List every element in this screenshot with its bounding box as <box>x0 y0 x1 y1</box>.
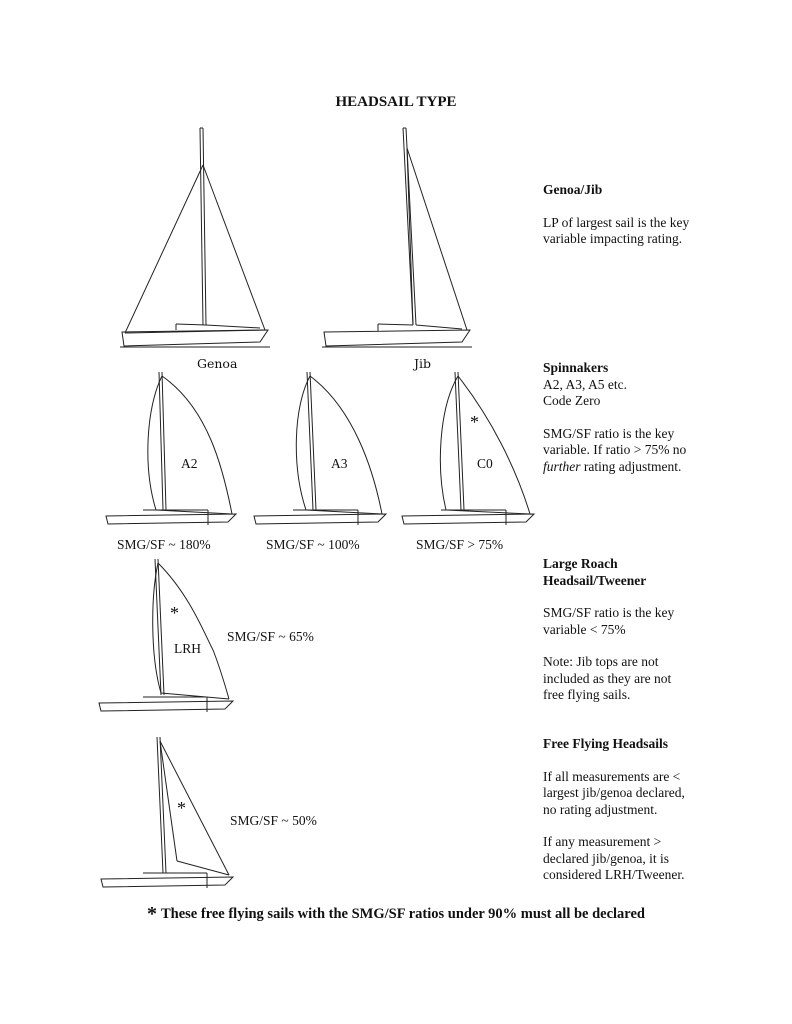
lrh-ratio: SMG/SF ~ 65% <box>227 629 314 644</box>
lrh-asterisk: * <box>170 603 179 623</box>
free-flying-text1: If all measurements are < largest jib/genoa declared, no rating adjustment. <box>543 768 685 817</box>
genoa-caption: Genoa <box>197 356 238 371</box>
a2-spinnaker-diagram <box>98 368 248 528</box>
large-roach-note: Note: Jib tops are not included as they are not free flying sails. <box>543 654 672 702</box>
free-flying-asterisk: * <box>177 798 186 818</box>
a3-tag: A3 <box>331 456 348 471</box>
a2-tag: A2 <box>181 456 198 471</box>
free-flying-heading: Free Flying Headsails <box>543 736 668 751</box>
jib-caption: Jib <box>414 356 432 371</box>
c0-tag: C0 <box>477 456 493 471</box>
genoa-diagram <box>110 120 280 355</box>
jib-diagram <box>312 120 482 355</box>
c0-ratio: SMG/SF > 75% <box>416 537 504 552</box>
genoa-jib-heading: Genoa/Jib <box>543 182 603 197</box>
free-flying-text2: If any measurement > declared jib/genoa, it is considered LRH/Tweener. <box>543 834 685 882</box>
spinnakers-line1: A2, A3, A5 etc. <box>543 376 627 392</box>
a3-ratio: SMG/SF ~ 100% <box>266 537 360 552</box>
spinnakers-section <box>543 360 773 475</box>
page-title: HEADSAIL TYPE <box>335 94 457 110</box>
spinnakers-heading: Spinnakers <box>543 360 609 375</box>
genoa-jib-section <box>543 182 773 248</box>
footnote <box>0 903 792 926</box>
free-flying-ratio: SMG/SF ~ 50% <box>230 813 317 828</box>
code-zero-diagram <box>396 368 546 528</box>
large-roach-heading: Large Roach Headsail/Tweener <box>543 556 647 588</box>
large-roach-headsail-diagram <box>95 555 245 715</box>
spinnakers-text <box>543 426 708 476</box>
a3-spinnaker-diagram <box>248 368 398 528</box>
lrh-tag: LRH <box>174 641 201 656</box>
footnote-asterisk: * <box>146 903 157 925</box>
spinnakers-text-before: SMG/SF ratio is the key variable. If ratio > 75% no <box>543 425 687 457</box>
spinnakers-text-after: rating adjustment. <box>580 458 682 474</box>
large-roach-text: SMG/SF ratio is the key variable < 75% <box>543 605 675 637</box>
free-flying-headsail-diagram <box>95 733 245 893</box>
large-roach-section <box>543 556 773 704</box>
genoa-jib-text: LP of largest sail is the key variable impacting rating. <box>543 214 690 246</box>
spinnakers-text-emphasis: further <box>543 458 581 474</box>
c0-asterisk: * <box>470 412 479 432</box>
a2-ratio: SMG/SF ~ 180% <box>117 537 211 552</box>
spinnakers-line2: Code Zero <box>543 393 601 408</box>
free-flying-section <box>543 736 773 884</box>
footnote-text: These free flying sails with the SMG/SF ratios under 90% must all be declared <box>160 906 645 922</box>
